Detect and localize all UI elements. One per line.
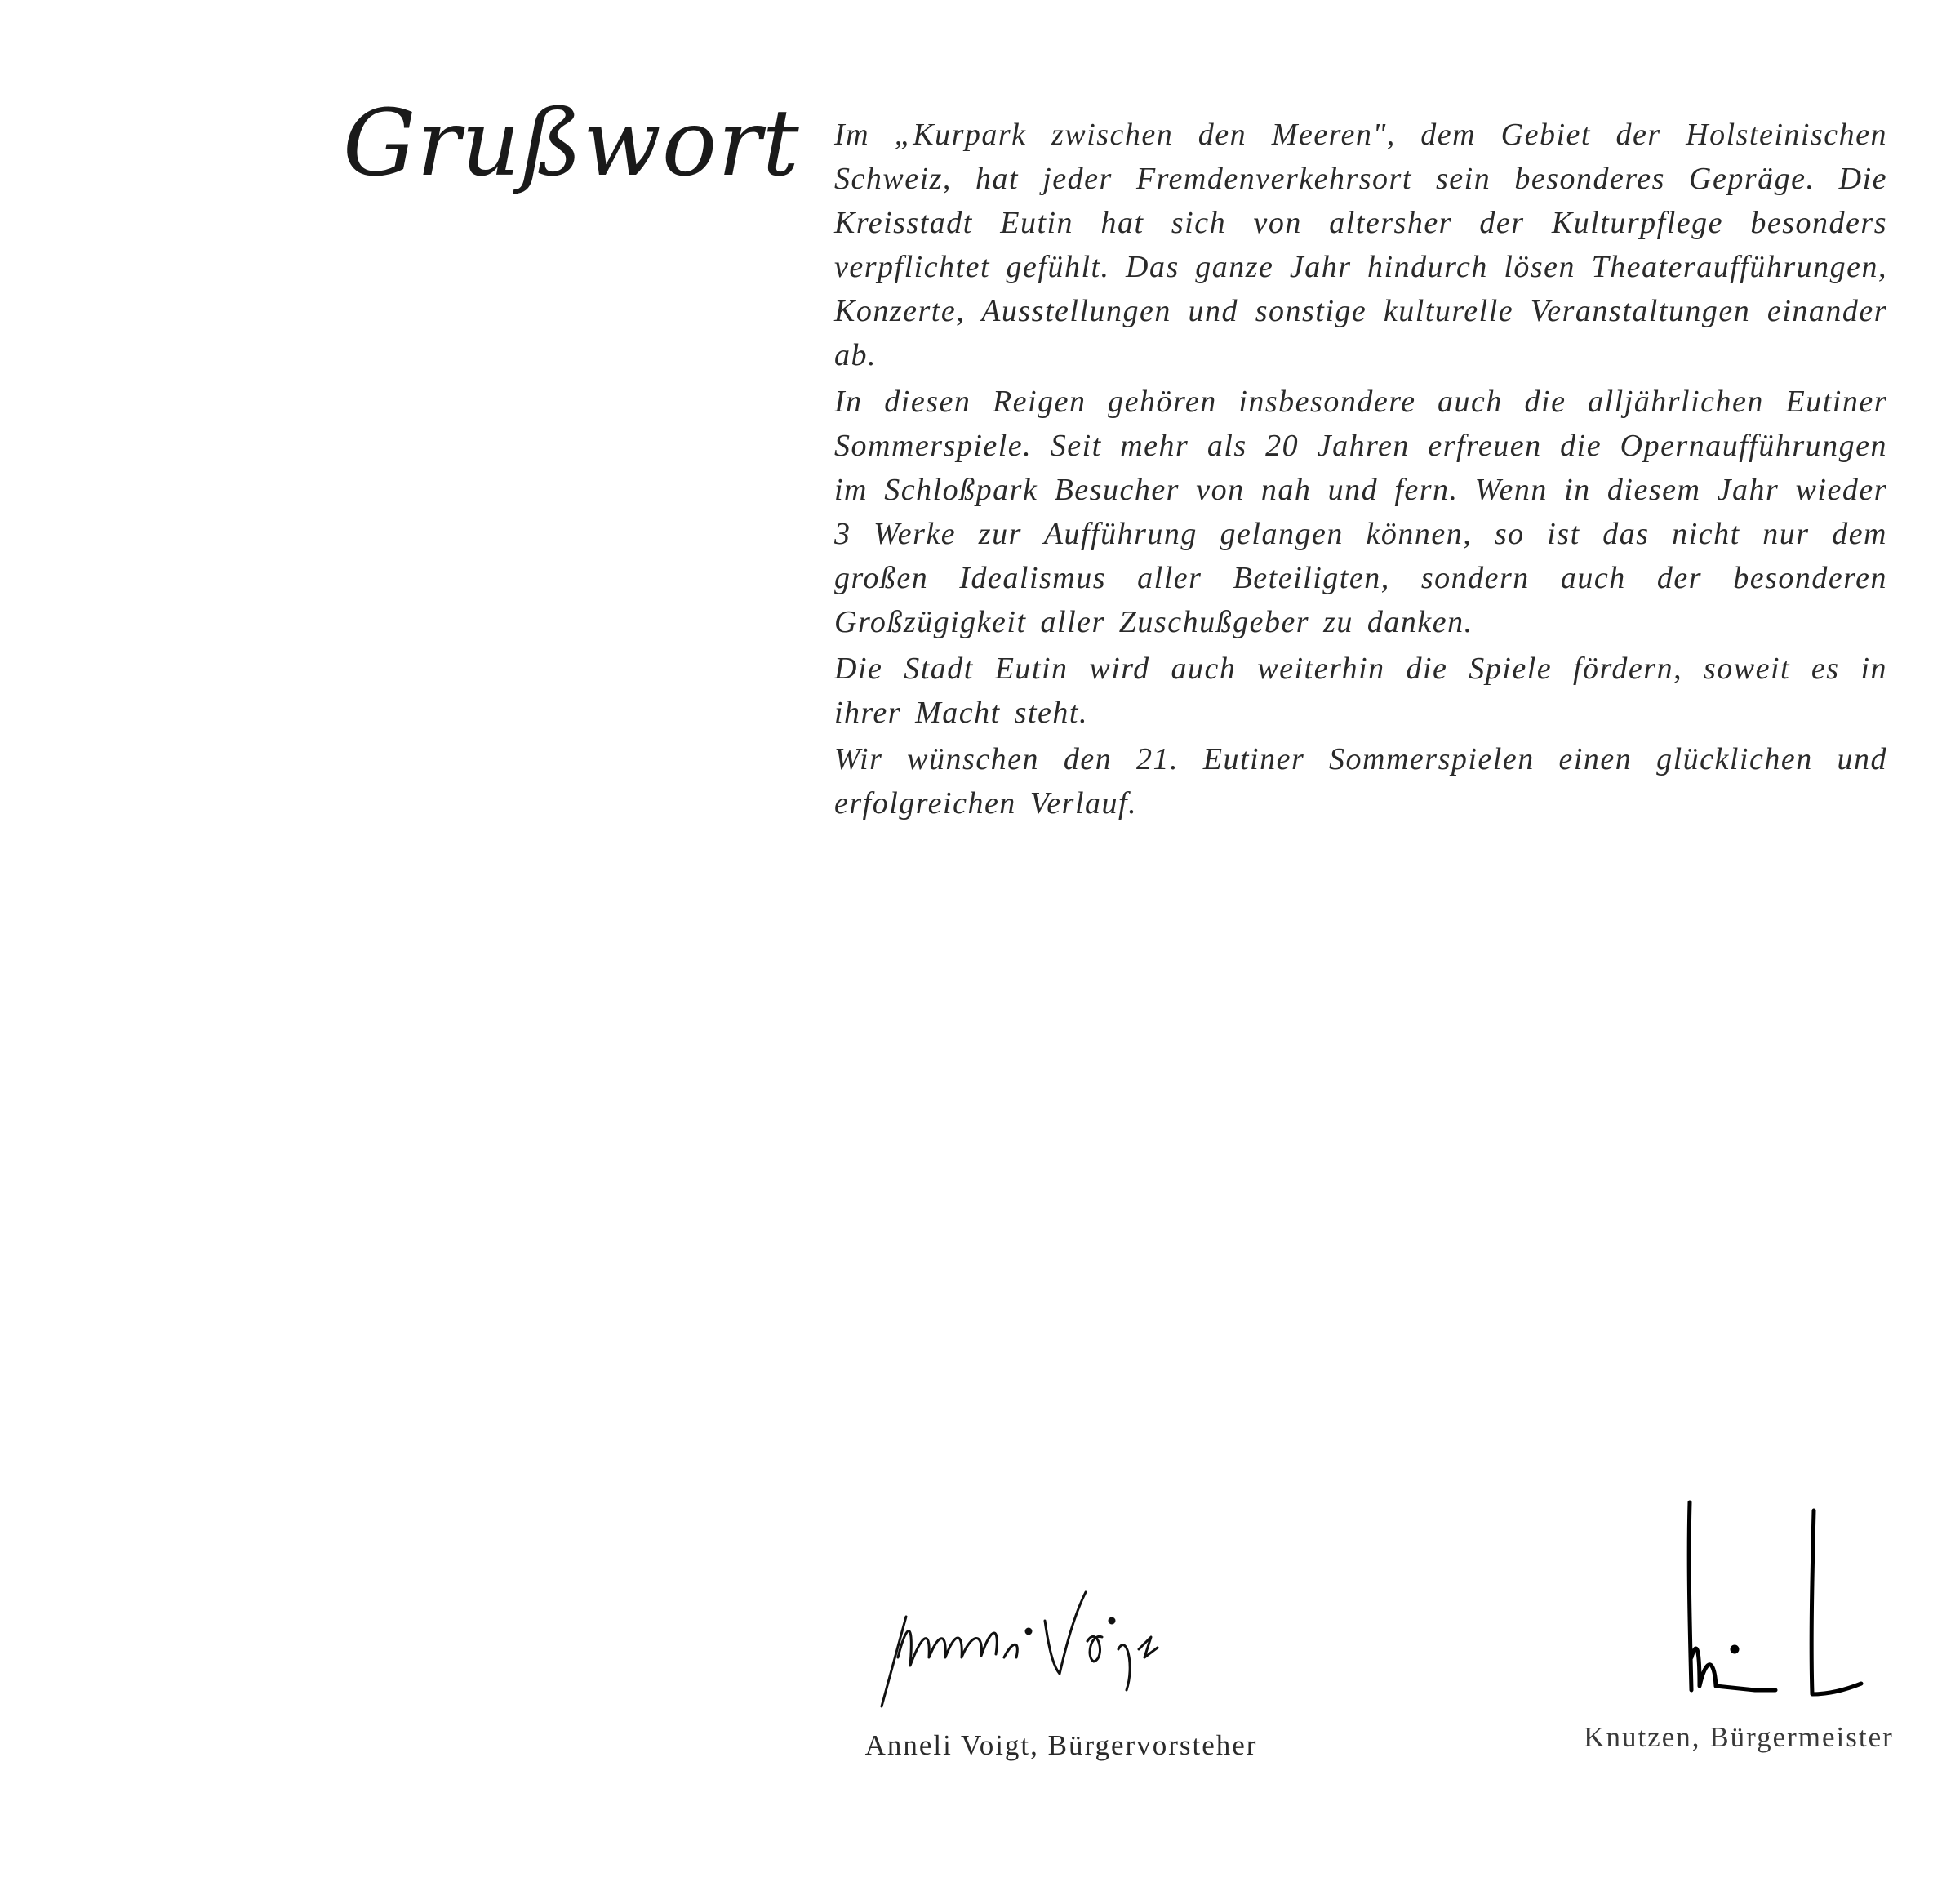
signatory-caption-voigt: Anneli Voigt, Bürgervorsteher xyxy=(864,1729,1258,1761)
paragraph-4: Wir wünschen den 21. Eutiner Sommerspielen einen glücklichen und erfolgreichen Verlauf. xyxy=(834,742,1887,821)
signature-block-voigt xyxy=(833,1535,1290,1762)
paragraph-1: Im „Kurpark zwischen den Meeren", dem Gebiet der Holsteinischen Schweiz, hat jeder Fremdenverkehrsort sein besonderes Gepräge. Die Kreisstadt Eutin hat sich von altersher der Kulturpflege besonders verpflichtet gefühlt. Das ganze Jahr hindurch lösen Theateraufführungen, Konzerte, Ausstellungen und sonstige kulturelle Veranstaltungen einander ab. xyxy=(834,118,1887,372)
page-title: Grußwort xyxy=(343,91,800,197)
signature-voigt-image xyxy=(849,1535,1273,1723)
paragraph-2: In diesen Reigen gehören insbesondere auch die alljährlichen Eutiner Sommerspiele. Seit mehr als 20 Jahren erfreuen die Opernaufführungen im Schloßpark Besucher von nah und fern. Wenn in diesem Jahr wieder 3 Werke zur Aufführung gelangen können, so ist das nicht nur dem großen Idealismus aller Beteiligten, sondern auch der besonderen Großzügigkeit aller Zuschußgeber zu danken. xyxy=(834,385,1887,639)
signature-knutzen-image xyxy=(1567,1494,1910,1715)
signatory-caption-knutzen: Knutzen, Bürgermeister xyxy=(1584,1721,1894,1753)
paragraph-3: Die Stadt Eutin wird auch weiterhin die Spiele fördern, soweit es in ihrer Macht steht. xyxy=(834,652,1887,730)
signature-block-knutzen xyxy=(1551,1494,1926,1754)
letter-body xyxy=(834,113,1887,828)
